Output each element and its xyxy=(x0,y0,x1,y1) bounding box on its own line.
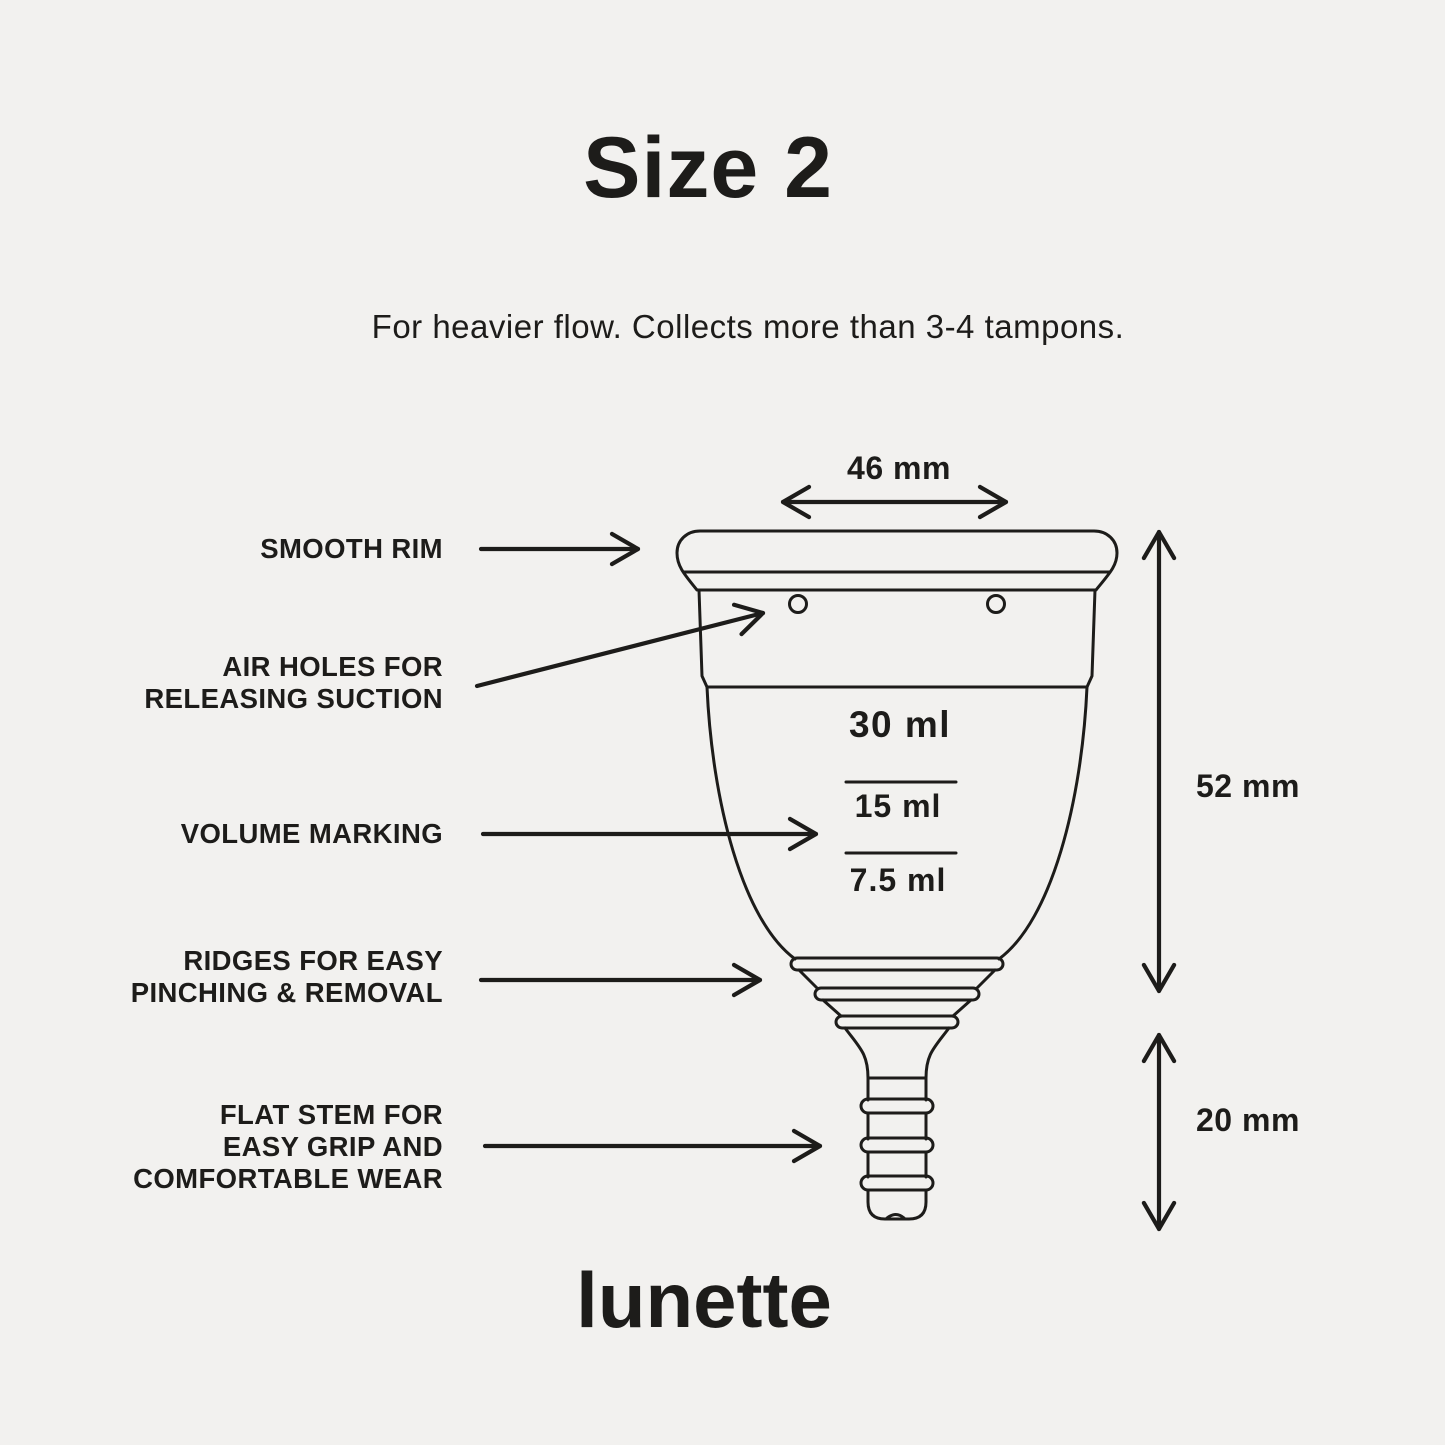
ridge-side-left-2 xyxy=(823,1000,841,1016)
stem-rib-1 xyxy=(861,1099,933,1113)
feature-labels xyxy=(131,533,443,1194)
ridge-band-1 xyxy=(791,958,1003,970)
air-hole-left-icon xyxy=(790,596,807,613)
cup-rim-outline xyxy=(677,531,1117,590)
label-flat-stem-line-2: EASY GRIP AND xyxy=(222,1131,443,1162)
leader-arrow-air-holes xyxy=(477,613,763,686)
stem-rib-2 xyxy=(861,1138,933,1152)
ridge-side-right-2 xyxy=(953,1000,971,1016)
stem-rib-3 xyxy=(861,1176,933,1190)
cup-bowl-right-wall xyxy=(999,687,1087,959)
ridge-side-left-1 xyxy=(799,970,817,988)
air-hole-right-icon xyxy=(988,596,1005,613)
leader-arrows xyxy=(477,549,820,1146)
volume-marking-30ml: 30 ml xyxy=(848,704,952,745)
dimension-label-cup-height: 52 mm xyxy=(1196,768,1300,804)
dimension-annotations xyxy=(783,450,1300,1229)
cup-upper-body-left-wall xyxy=(699,590,707,687)
stem-transition-left xyxy=(845,1028,868,1078)
dimension-label-stem-length: 20 mm xyxy=(1196,1102,1300,1138)
stem-tip-dimple xyxy=(887,1215,904,1219)
label-ridges-line-2: PINCHING & REMOVAL xyxy=(130,977,443,1008)
stem-transition-right xyxy=(926,1028,949,1078)
volume-markings-group xyxy=(846,704,956,898)
page-title: Size 2 xyxy=(583,120,833,216)
cup-stem xyxy=(845,1028,949,1219)
ridge-band-2 xyxy=(815,988,979,1000)
cup-ridges xyxy=(791,958,1003,1028)
label-flat-stem-line-3: COMFORTABLE WEAR xyxy=(133,1163,443,1194)
label-flat-stem-line-1: FLAT STEM FOR xyxy=(219,1099,443,1130)
page-subtitle: For heavier flow. Collects more than 3-4 tampons. xyxy=(371,308,1125,345)
label-ridges-line-1: RIDGES FOR EASY xyxy=(183,945,443,976)
volume-marking-15ml: 15 ml xyxy=(854,788,942,824)
label-air-holes-line-2: RELEASING SUCTION xyxy=(144,683,443,714)
volume-marking-7-5ml: 7.5 ml xyxy=(849,862,947,898)
cup-upper-body-right-wall xyxy=(1087,590,1095,687)
label-air-holes-line-1: AIR HOLES FOR xyxy=(222,651,443,682)
cup-bowl-left-wall xyxy=(707,687,795,959)
label-smooth-rim: SMOOTH RIM xyxy=(260,533,443,564)
brand-logo: lunette xyxy=(576,1256,832,1344)
ridge-band-3 xyxy=(836,1016,958,1028)
ridge-side-right-1 xyxy=(977,970,995,988)
label-volume-marking: VOLUME MARKING xyxy=(180,818,443,849)
dimension-label-rim-width: 46 mm xyxy=(847,450,951,486)
